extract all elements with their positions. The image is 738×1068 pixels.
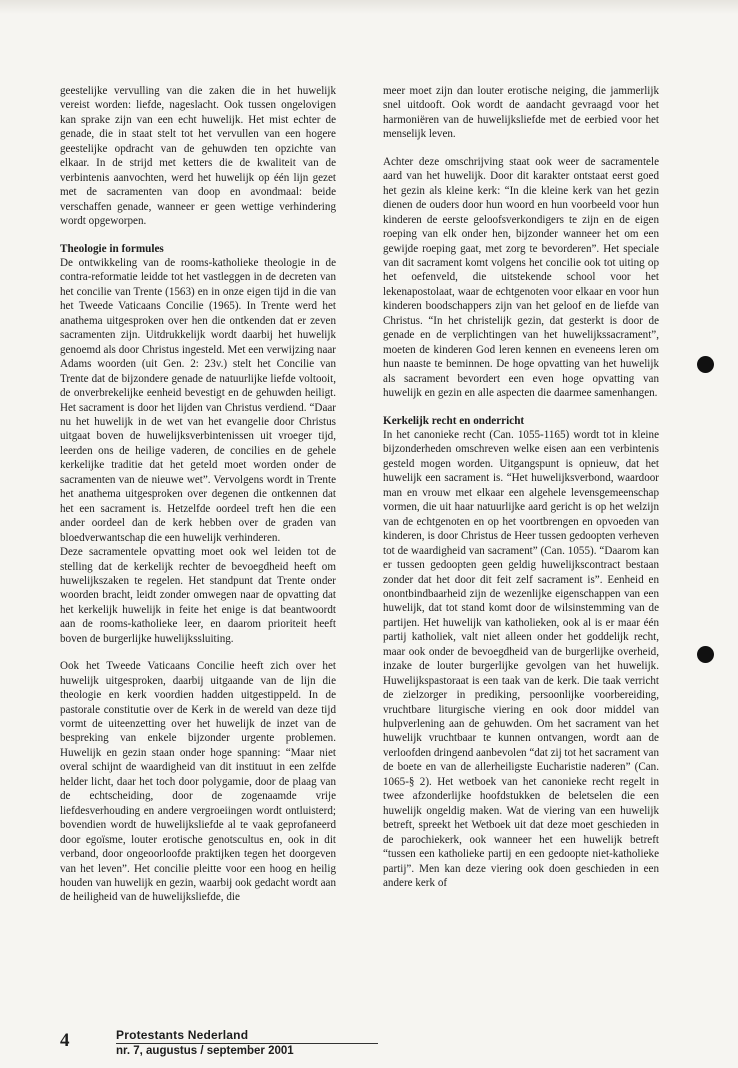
paragraph: meer moet zijn dan louter erotische neiging, die jammerlijk snel uitdooft. Ook wordt de aandacht gevraagd voor het harmoniëren van de huwelijksliefde met de eerbied voor het menselijk leven. bbox=[383, 85, 659, 141]
section-heading: Theologie in formules bbox=[60, 242, 164, 255]
paragraph: Ook het Tweede Vaticaans Concilie heeft zich over het huwelijk uitgesproken, daarbij uitgaande van de lijn die theologie en kerk voordien hadden uitgestippeld. In de pastorale constitutie over de Kerk in de wereld van deze tijd vormt de uiteenzetting over het huwelijk de inzet van de bespreking van enkele bijzonder urgente problemen. Huwelijk en gezin staan onder hoge spanning: “Maar niet overal schijnt de waardigheid van dit instituut in een zelfde helder licht, daar het toch door polygamie, door de plaag van de echtscheiding, door de zogenaamde vrije liefdesverhouding en andere vergroeiingen wordt ontluisterd; bovendien wordt de huwelijksliefde al te vaak geprofaneerd door egoïsme, louter erotische genotscultus en, ook in dit verband, door ongeoorloofde praktijken tegen het doorgeven van het leven”. Het concilie pleitte voor een hoog en heilig houden van huwelijk en gezin, waarbij ook gedacht wordt aan de heiligheid van de huwelijksliefde, die bbox=[60, 660, 336, 904]
paragraph: Deze sacramentele opvatting moet ook wel leiden tot de stelling dat de kerkelijk rechter de bevoegdheid heeft om huwelijkszaken te regelen. Het standpunt dat Trente onder woorden bracht, leidt zonder omwegen naar de opvatting dat het kerkelijk huwelijk in feite het enige is dat beantwoordt aan de rooms-katholieke leer, en daarom prioriteit heeft boven de burgerlijke huwelijkssluiting. bbox=[60, 546, 336, 645]
paragraph: De ontwikkeling van de rooms-katholieke theologie in de contra-reformatie leidde tot het vastleggen in de decreten van het concilie van Trente (1563) en in onze eigen tijd in die van het Tweede Vaticaans Concilie (1965). In Trente werd het anathema uitgesproken over hen die ontkenden dat er zeven sacramenten zijn. Uitdrukkelijk wordt daarbij het huwelijk genoemd als door Christus ingesteld. Met een verwijzing naar Adams woorden (uit Gen. 2: 23v.) stelt het Concilie van Trente dat de bijzondere genade de natuurlijke liefde voltooit, de onverbrekelijke eenheid bevestigt en de gehuwden heiligt. Het sacrament is door het lijden van Christus verdiend. “Daar nu het huwelijk in de wet van het evangelie door Christus uitgaat boven de huwelijksverbintenissen uit vroeger tijd, leerden ons de heilige vaderen, de concilies en de gehele kerkelijke traditie dat het geteld moet worden onder de sacramenten van de nieuwe wet”. Vervolgens wordt in Trente het anathema uitgesproken over degenen die ontkennen dat het een sacrament is. Hetzelfde oordeel treft hen die een ander oordeel dan de kerk hebben over de graden van bloedverwantschap die een huwelijk verhinderen. bbox=[60, 256, 336, 544]
punch-hole bbox=[697, 356, 714, 373]
punch-hole bbox=[697, 646, 714, 663]
paragraph: geestelijke vervulling van die zaken die in het huwelijk vereist worden: liefde, nageslacht. Ook tussen ongelovigen kan sprake zijn van een echt huwelijk. Het mist echter de genade, die in staat stelt tot het vervullen van een hogere geestelijke opdracht van de gehuwden ten opzichte van elkaar. In de strijd met ketters die de kwaliteit van de verbintenis aanvochten, werd het huwelijk op één lijn gezet met de sacramenten van doop en avondmaal: beide verschaffen genade, wanneer er geen wettige verhindering wordt opgeworpen. bbox=[60, 85, 336, 228]
paragraph: In het canonieke recht (Can. 1055-1165) wordt tot in kleine bijzonderheden omschreven welke eisen aan een verbintenis gesteld mogen worden. Uitgangspunt is opnieuw, dat het huwelijk een sacrament is. “Het huwelijksverbond, waardoor man en vrouw met elkaar een algehele levensgemeenschap vormen, die uit haar natuurlijke aard gericht is op het welzijn van de echtgenoten en op het voortbrengen en opvoeden van kinderen, is door Christus de Heer tussen gedoopten verheven tot de waardigheid van sacrament” (Can. 1055). “Daarom kan er tussen gedoopten geen geldig huwelijkscontract bestaan zonder dat het door dit feit zelf sacrament is”. Eenheid en onontbindbaarheid zijn de wezenlijke eigenschappen van een huwelijk, dat tot stand komt door de wilsinstemming van de partijen. Het huwelijk van katholieken, ook al is er maar één partij katholiek, valt niet alleen onder het goddelijk recht, maar ook onder de bevoegdheid van de burgerlijke overheid, inzake de louter burgerlijke gevolgen van het huwelijk. Huwelijkspastoraat is een taak van de kerk. Die taak verricht de zielzorger in prediking, persoonlijke voorbereiding, vruchtbare liturgische viering en ook door middel van hulpverlening aan de gehuwden. Om het sacrament van het huwelijk vruchtbaar te kunnen ontvangen, wordt aan de verloofden dringend aanbevolen “dat zij tot het sacrament van de boete en van de allerheiligste Eucharistie naderen” (Can. 1065-§ 2). Het wetboek van het canonieke recht regelt in twee afzonderlijke hoofdstukken de beletselen die een huwelijk ongeldig maken. Wat de viering van een huwelijk betreft, spreekt het Wetboek uit dat deze moet geschieden in de parochiekerk, ook wanneer het een huwelijk betreft “tussen een katholieke partij en een gedoopte niet-katholieke partij”. Men kan deze viering ook doen geschieden in een andere kerk of bbox=[383, 428, 660, 890]
right-column bbox=[383, 84, 659, 890]
scan-shadow bbox=[0, 0, 738, 14]
section-heading: Kerkelijk recht en onderricht bbox=[383, 414, 525, 427]
left-column bbox=[60, 84, 336, 905]
paragraph: Achter deze omschrijving staat ook weer de sacramentele aard van het huwelijk. Door dit karakter ontstaat eerst goed het gezin als kleine kerk: “In die kleine kerk van het gezin dienen de ouders door hun woord en hun voorbeeld voor hun kinderen de eerste geloofsverkondigers te zijn en de eigen roeping van elk onder hen, bijzonder wanneer het om een gewijde roeping gaat, met zorg te bevorderen”. Het speciale van dit sacrament komt volgens het concilie ook tot uiting op het oefenveld, die uitstekende school voor het lekenapostolaat, waar de echtgenoten voor elkaar en voor hun kinderen boodschappers zijn van het geloof en de liefde van Christus. “In het christelijk gezin, dat gesterkt is door de genade en de verplichtingen van het huwelijkssacrament”, moeten de kinderen God leren kennen en eveneens leren om hun naaste te beminnen. De hoge opvatting van het huwelijk als sacrament bevordert een even hoge opvatting van huwelijk en gezin en alle aspecten die daarmee samenhangen. bbox=[383, 155, 659, 400]
issue-info: nr. 7, augustus / september 2001 bbox=[116, 1045, 294, 1057]
publication-title: Protestants Nederland bbox=[116, 1028, 249, 1042]
footer-rule bbox=[116, 1043, 378, 1044]
page-footer bbox=[60, 1028, 390, 1058]
page-number: 4 bbox=[60, 1030, 70, 1051]
